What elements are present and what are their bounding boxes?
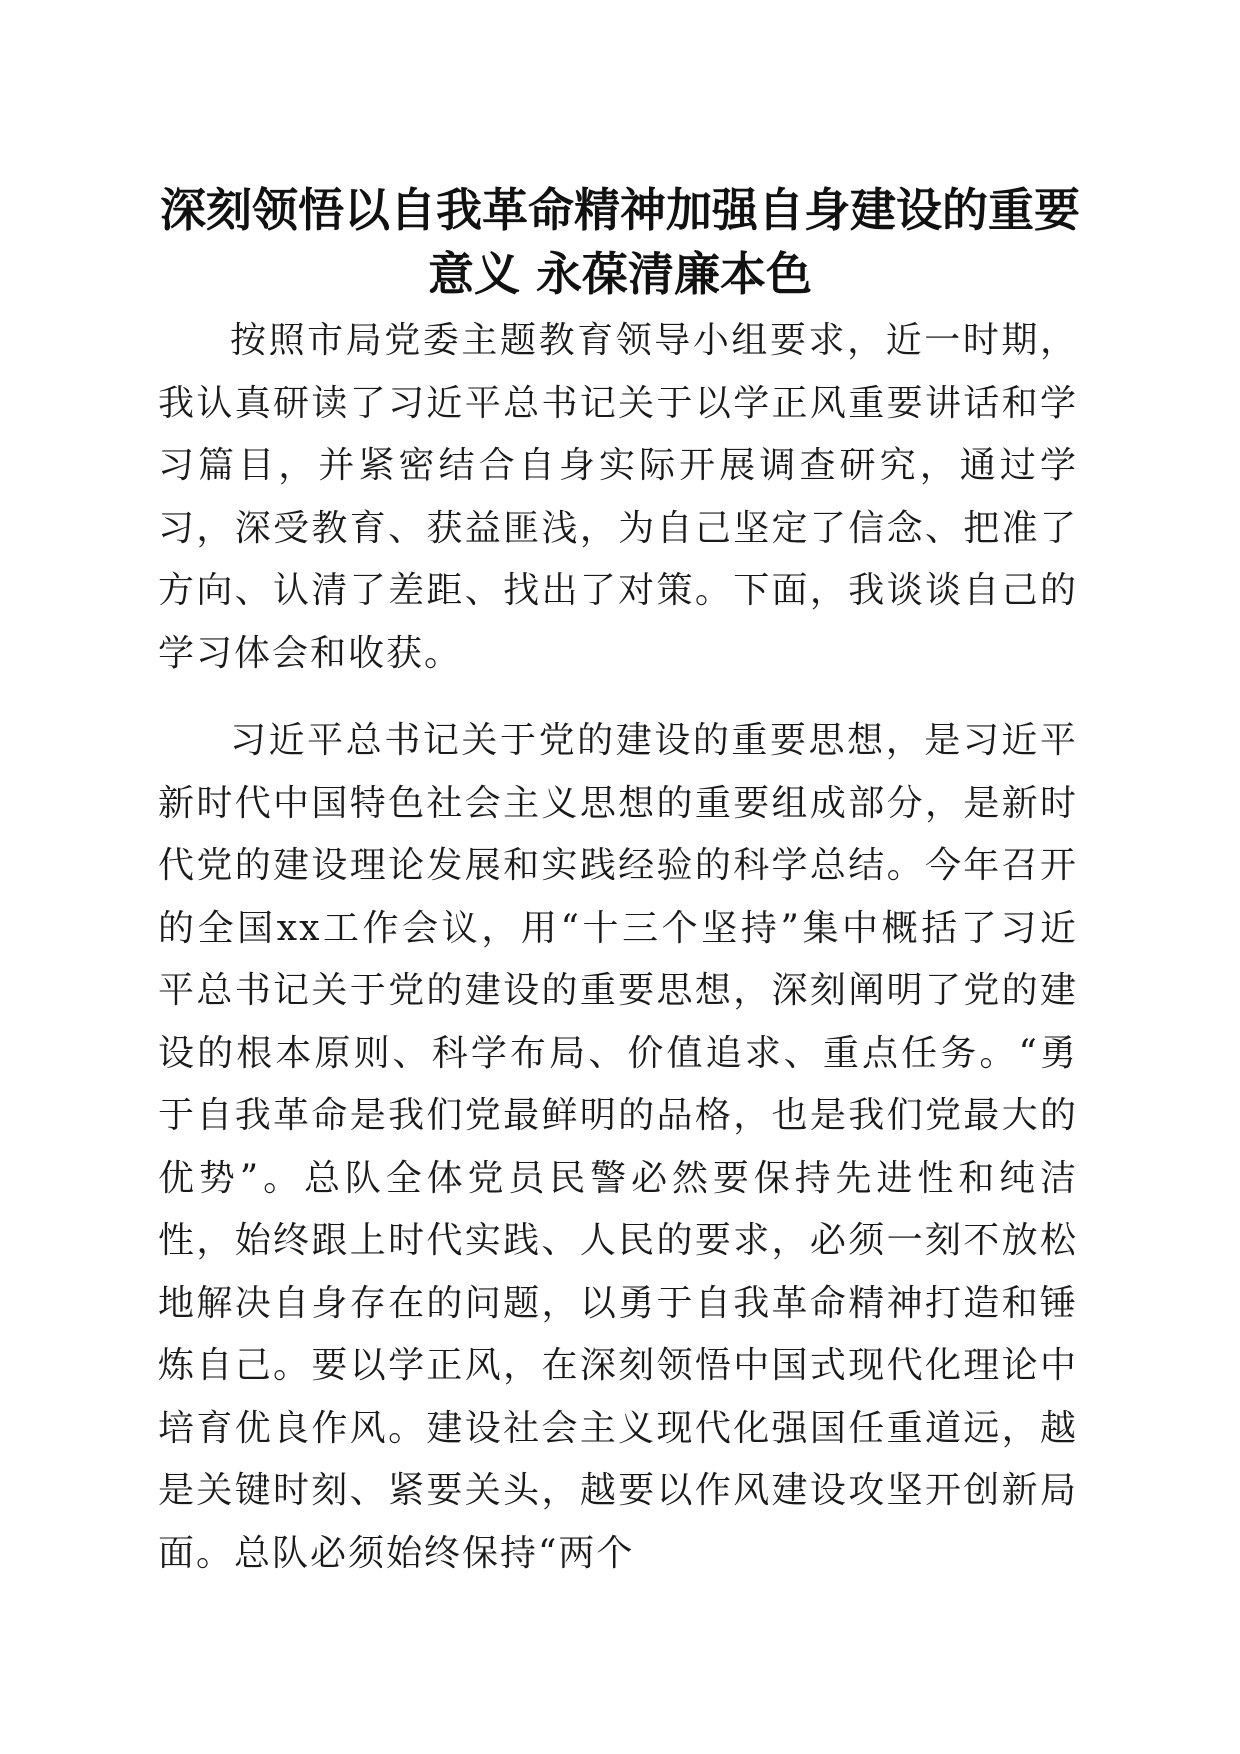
paragraph-1: 按照市局党委主题教育领导小组要求，近一时期，我认真研读了习近平总书记关于以学正风重要讲话和学习篇目，并紧密结合自身实际开展调查研究，通过学习，深受教育、获益匪浅，为自己坚定了信念、把准了方向、认清了差距、找出了对策。下面，我谈谈自己的学习体会和收获。	[158, 320, 1078, 674]
paragraph-2: 习近平总书记关于党的建设的重要思想，是习近平新时代中国特色社会主义思想的重要组成部分，是新时代党的建设理论发展和实践经验的科学总结。今年召开的全国xx工作会议，用“十三个坚持”集中概括了习近平总书记关于党的建设的重要思想，深刻阐明了党的建设的根本原则、科学布局、价值追求、重点任务。“勇于自我革命是我们党最鲜明的品格，也是我们党最大的优势”。总队全体党员民警必然要保持先进性和纯洁性，始终跟上时代实践、人民的要求，必须一刻不放松地解决自身存在的问题，以勇于自我革命精神打造和锤炼自己。要以学正风，在深刻领悟中国式现代化理论中培育优良作风。建设社会主义现代化强国任重道远，越是关键时刻、紧要关头，越要以作风建设攻坚开创新局面。总队必须始终保持“两个	[158, 720, 1078, 1574]
title-line-1: 深刻领悟以自我革命精神加强自身建设的重要	[160, 183, 1080, 237]
document-title	[150, 178, 1090, 306]
title-line-2: 意义 永葆清廉本色	[427, 247, 812, 301]
document-body	[158, 310, 1078, 1585]
